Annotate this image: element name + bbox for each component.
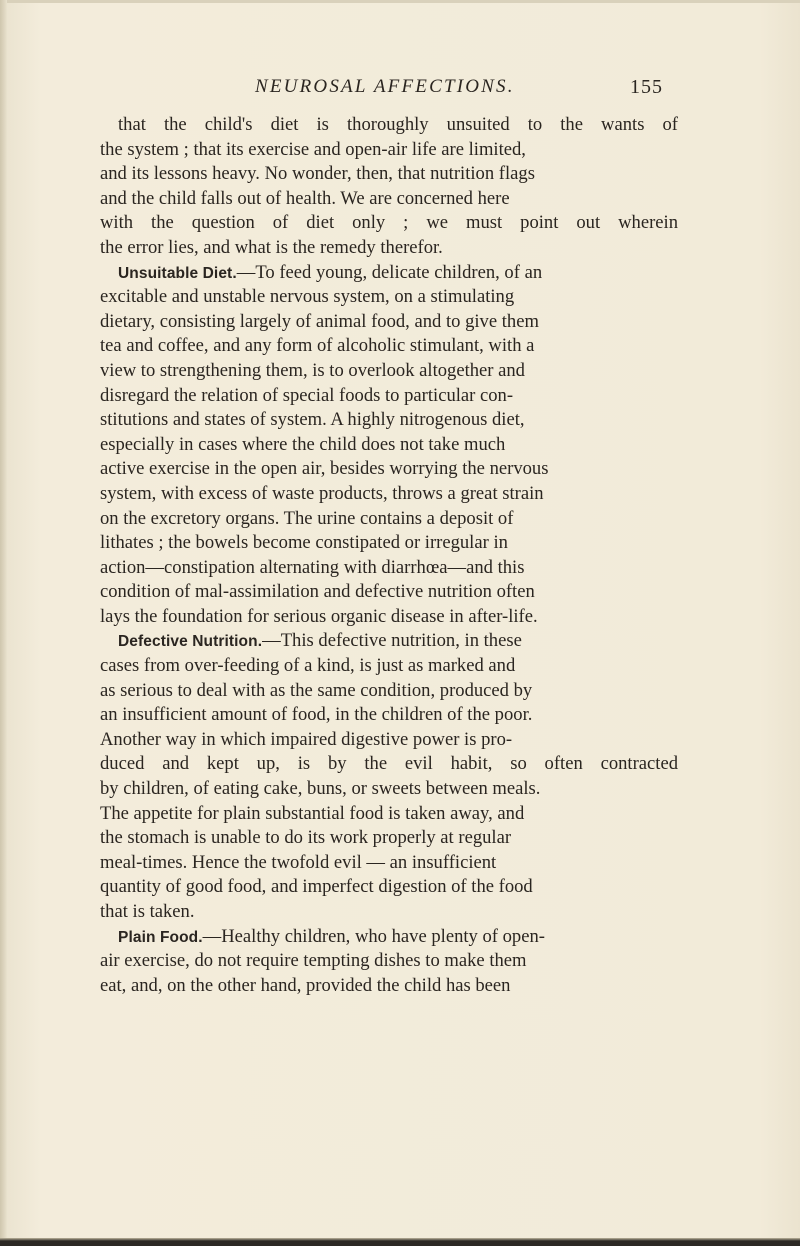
text-line bbox=[100, 211, 678, 236]
body-text bbox=[100, 113, 678, 998]
text-line bbox=[100, 802, 678, 827]
text-line bbox=[100, 679, 678, 704]
text-line bbox=[100, 752, 678, 777]
line-text: an insufficient amount of food, in the children of the poor. bbox=[100, 704, 533, 726]
line-text: lays the foundation for serious organic disease in after-life. bbox=[100, 605, 538, 627]
line-text: by children, of eating cake, buns, or sweets between meals. bbox=[100, 778, 541, 800]
line-text: active exercise in the open air, besides worrying the nervous bbox=[100, 458, 549, 480]
text-line bbox=[100, 285, 678, 310]
line-text: the system ; that its exercise and open-air life are limited, bbox=[100, 138, 526, 160]
heading-run bbox=[118, 261, 542, 286]
line-text: disregard the relation of special foods to particular con- bbox=[100, 384, 514, 406]
text-line bbox=[100, 482, 678, 507]
paragraph bbox=[100, 261, 678, 630]
running-head: NEUROSAL AFFECTIONS. bbox=[255, 76, 515, 97]
line-text: —Healthy children, who have plenty of open- bbox=[202, 925, 545, 947]
text-line bbox=[100, 654, 678, 679]
line-text: the error lies, and what is the remedy therefor. bbox=[100, 236, 443, 258]
line-text: stitutions and states of system. A highly nitrogenous diet, bbox=[100, 409, 525, 431]
binding-edge bbox=[0, 0, 7, 1246]
text-line bbox=[100, 236, 678, 261]
line-text: quantity of good food, and imperfect digestion of the food bbox=[100, 876, 533, 898]
heading-run bbox=[118, 925, 545, 950]
line-text: eat, and, on the other hand, provided the child has been bbox=[100, 974, 511, 996]
section-heading: Unsuitable Diet. bbox=[118, 264, 237, 282]
text-line bbox=[100, 507, 678, 532]
paragraph bbox=[100, 629, 678, 924]
line-text: that is taken. bbox=[100, 901, 195, 922]
line-text: —This defective nutrition, in these bbox=[262, 630, 522, 652]
text-line bbox=[100, 556, 678, 581]
text-line bbox=[100, 851, 678, 876]
text-line bbox=[100, 113, 678, 138]
text-line bbox=[100, 162, 678, 187]
text-line bbox=[100, 138, 678, 163]
heading-run bbox=[118, 629, 522, 654]
text-line bbox=[100, 974, 678, 999]
text-line bbox=[100, 703, 678, 728]
line-text: with the question of diet only ; we must point out wherein bbox=[100, 212, 678, 234]
line-text: especially in cases where the child does not take much bbox=[100, 433, 506, 455]
text-line bbox=[100, 359, 678, 384]
line-text: meal-times. Hence the twofold evil — an insufficient bbox=[100, 851, 497, 873]
text-line bbox=[100, 949, 678, 974]
line-text: on the excretory organs. The urine contains a deposit of bbox=[100, 507, 514, 529]
line-text: view to strengthening them, is to overlook altogether and bbox=[100, 359, 525, 381]
text-line bbox=[100, 875, 678, 900]
line-text: The appetite for plain substantial food is taken away, and bbox=[100, 802, 525, 824]
line-text: excitable and unstable nervous system, on a stimulating bbox=[100, 286, 515, 308]
text-line bbox=[100, 261, 678, 286]
line-text: lithates ; the bowels become constipated or irregular in bbox=[100, 532, 508, 554]
line-text: cases from over-feeding of a kind, is just as marked and bbox=[100, 655, 516, 677]
page-number: 155 bbox=[630, 76, 663, 98]
line-text: condition of mal-assimilation and defective nutrition often bbox=[100, 581, 535, 603]
text-line bbox=[100, 457, 678, 482]
top-edge bbox=[0, 0, 800, 3]
line-text: as serious to deal with as the same condition, produced by bbox=[100, 679, 533, 701]
line-text: and its lessons heavy. No wonder, then, that nutrition flags bbox=[100, 163, 535, 185]
text-line bbox=[100, 777, 678, 802]
text-line bbox=[100, 826, 678, 851]
line-text: dietary, consisting largely of animal food, and to give them bbox=[100, 310, 539, 332]
line-text: duced and kept up, is by the evil habit, so often contracted bbox=[100, 753, 678, 775]
paragraph bbox=[100, 113, 678, 261]
text-line bbox=[100, 187, 678, 212]
section-heading: Defective Nutrition. bbox=[118, 633, 263, 651]
text-line bbox=[100, 310, 678, 335]
text-line bbox=[100, 925, 678, 950]
text-line bbox=[100, 580, 678, 605]
text-line bbox=[100, 900, 678, 925]
line-text: action—constipation alternating with diarrhœa—and this bbox=[100, 556, 525, 578]
line-text: Another way in which impaired digestive power is pro- bbox=[100, 728, 513, 750]
text-line bbox=[100, 605, 678, 630]
line-text: —To feed young, delicate children, of an bbox=[236, 261, 543, 283]
page-header bbox=[0, 70, 800, 100]
text-line bbox=[100, 384, 678, 409]
line-text: that the child's diet is thoroughly unsuited to the wants of bbox=[118, 114, 678, 135]
line-text: and the child falls out of health. We are concerned here bbox=[100, 187, 510, 209]
text-line bbox=[100, 629, 678, 654]
text-line bbox=[100, 728, 678, 753]
paragraph bbox=[100, 925, 678, 999]
line-text: system, with excess of waste products, throws a great strain bbox=[100, 482, 544, 504]
section-heading: Plain Food. bbox=[118, 928, 203, 946]
text-line bbox=[100, 531, 678, 556]
line-text: the stomach is unable to do its work properly at regular bbox=[100, 827, 512, 849]
line-text: tea and coffee, and any form of alcoholic stimulant, with a bbox=[100, 335, 535, 357]
line-text: air exercise, do not require tempting dishes to make them bbox=[100, 950, 527, 972]
text-line bbox=[100, 433, 678, 458]
text-line bbox=[100, 408, 678, 433]
bottom-edge bbox=[0, 1238, 800, 1246]
text-line bbox=[100, 334, 678, 359]
